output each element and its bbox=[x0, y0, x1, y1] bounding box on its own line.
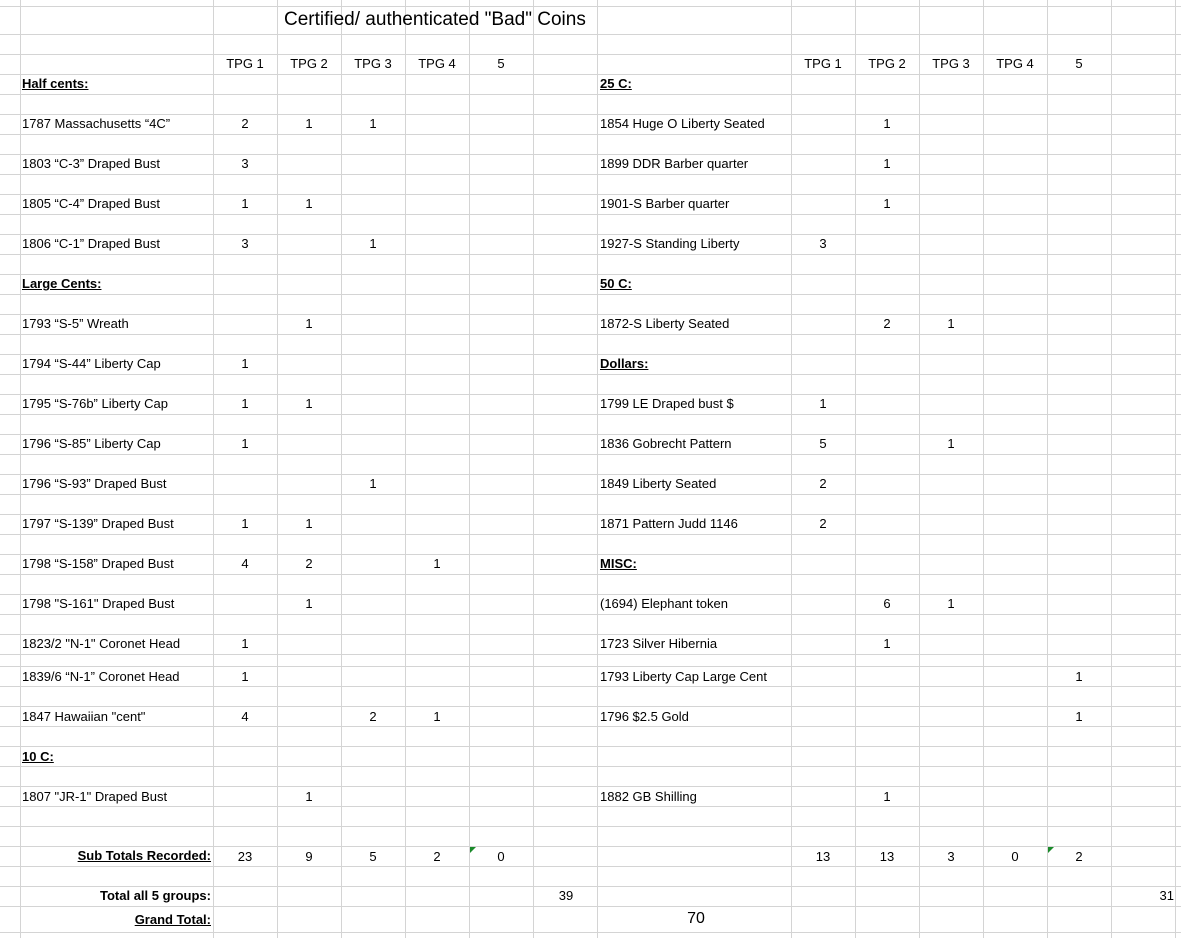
row-gridline bbox=[0, 906, 1181, 907]
coin-label[interactable]: 1793 Liberty Cap Large Cent bbox=[600, 669, 767, 684]
row-gridline bbox=[0, 574, 1181, 575]
grand-total-value[interactable]: 70 bbox=[687, 910, 705, 927]
count-cell[interactable]: 1 bbox=[241, 669, 249, 684]
count-cell[interactable]: 4 bbox=[241, 556, 249, 571]
coin-label[interactable]: 1796 “S-93” Draped Bust bbox=[22, 476, 167, 491]
count-cell[interactable]: 1 bbox=[305, 196, 313, 211]
count-cell[interactable]: 5 bbox=[819, 436, 827, 451]
coin-label[interactable]: 1806 “C-1” Draped Bust bbox=[22, 236, 161, 251]
subtotal-cell[interactable]: 3 bbox=[947, 849, 955, 864]
section-header[interactable]: Dollars: bbox=[600, 356, 649, 371]
count-cell[interactable]: 3 bbox=[241, 156, 249, 171]
count-cell[interactable]: 2 bbox=[369, 709, 377, 724]
coin-label[interactable]: 1871 Pattern Judd 1146 bbox=[600, 516, 738, 531]
row-gridline bbox=[0, 394, 1181, 395]
count-cell[interactable]: 1 bbox=[241, 396, 249, 411]
count-cell[interactable]: 1 bbox=[241, 636, 249, 651]
row-gridline bbox=[0, 174, 1181, 175]
count-cell[interactable]: 1 bbox=[947, 436, 955, 451]
subtotal-cell[interactable]: 23 bbox=[237, 849, 253, 864]
coin-label[interactable]: 1805 “C-4” Draped Bust bbox=[22, 196, 161, 211]
subtotal-cell[interactable]: 9 bbox=[305, 849, 313, 864]
row-gridline bbox=[0, 786, 1181, 787]
row-gridline bbox=[0, 726, 1181, 727]
count-cell[interactable]: 2 bbox=[241, 116, 249, 131]
column-gridline bbox=[20, 0, 21, 938]
left-group-total[interactable]: 39 bbox=[558, 888, 574, 903]
column-header[interactable]: 5 bbox=[1075, 56, 1083, 71]
count-cell[interactable]: 2 bbox=[883, 316, 891, 331]
count-cell[interactable]: 1 bbox=[947, 596, 955, 611]
column-gridline bbox=[213, 0, 214, 938]
row-gridline bbox=[0, 686, 1181, 687]
row-gridline bbox=[0, 746, 1181, 747]
column-header[interactable]: 5 bbox=[497, 56, 505, 71]
column-gridline bbox=[405, 0, 406, 938]
coin-label[interactable]: 1795 “S-76b” Liberty Cap bbox=[22, 396, 168, 411]
row-gridline bbox=[0, 766, 1181, 767]
count-cell[interactable]: 1 bbox=[819, 396, 827, 411]
coin-label[interactable]: 1854 Huge O Liberty Seated bbox=[600, 116, 765, 131]
row-gridline bbox=[0, 154, 1181, 155]
row-gridline bbox=[0, 594, 1181, 595]
coin-label[interactable]: 1899 DDR Barber quarter bbox=[600, 156, 749, 171]
sheet-title[interactable]: Certified/ authenticated "Bad" Coins bbox=[284, 9, 586, 30]
row-gridline bbox=[0, 34, 1181, 35]
total-all-groups-label[interactable]: Total all 5 groups: bbox=[100, 888, 211, 903]
row-gridline bbox=[0, 654, 1181, 655]
count-cell[interactable]: 1 bbox=[947, 316, 955, 331]
row-gridline bbox=[0, 666, 1181, 667]
row-gridline bbox=[0, 414, 1181, 415]
subtotal-cell[interactable]: 0 bbox=[1011, 849, 1019, 864]
row-gridline bbox=[0, 454, 1181, 455]
count-cell[interactable]: 1 bbox=[241, 196, 249, 211]
coin-label[interactable]: 1723 Silver Hibernia bbox=[600, 636, 718, 651]
column-gridline bbox=[919, 0, 920, 938]
coin-label[interactable]: 1839/6 “N-1” Coronet Head bbox=[22, 669, 180, 684]
row-gridline bbox=[0, 314, 1181, 315]
count-cell[interactable]: 1 bbox=[883, 636, 891, 651]
column-gridline bbox=[597, 0, 598, 938]
section-header[interactable]: Large Cents: bbox=[22, 276, 102, 291]
column-header[interactable]: TPG 1 bbox=[226, 56, 264, 71]
coin-label[interactable]: 1796 $2.5 Gold bbox=[600, 709, 689, 724]
count-cell[interactable]: 2 bbox=[819, 516, 827, 531]
coin-label[interactable]: 1799 LE Draped bust $ bbox=[600, 396, 734, 411]
grand-total-label[interactable]: Grand Total: bbox=[134, 912, 211, 927]
coin-label[interactable]: 1836 Gobrecht Pattern bbox=[600, 436, 732, 451]
row-gridline bbox=[0, 254, 1181, 255]
count-cell[interactable]: 1 bbox=[305, 396, 313, 411]
column-header[interactable]: TPG 3 bbox=[354, 56, 392, 71]
row-gridline bbox=[0, 274, 1181, 275]
row-gridline bbox=[0, 494, 1181, 495]
count-cell[interactable]: 3 bbox=[819, 236, 827, 251]
column-gridline bbox=[1111, 0, 1112, 938]
row-gridline bbox=[0, 354, 1181, 355]
column-header[interactable]: TPG 4 bbox=[418, 56, 456, 71]
row-gridline bbox=[0, 54, 1181, 55]
row-gridline bbox=[0, 294, 1181, 295]
section-header[interactable]: 25 C: bbox=[600, 76, 632, 91]
column-header[interactable]: TPG 2 bbox=[868, 56, 906, 71]
column-header[interactable]: TPG 3 bbox=[932, 56, 970, 71]
column-header[interactable]: TPG 1 bbox=[804, 56, 842, 71]
column-gridline bbox=[1047, 0, 1048, 938]
row-gridline bbox=[0, 334, 1181, 335]
count-cell[interactable]: 1 bbox=[369, 236, 377, 251]
coin-label[interactable]: 1793 “S-5” Wreath bbox=[22, 316, 129, 331]
subtotal-cell[interactable]: 2 bbox=[1075, 849, 1083, 864]
row-gridline bbox=[0, 846, 1181, 847]
subtotal-cell[interactable]: 2 bbox=[433, 849, 441, 864]
count-cell[interactable]: 1 bbox=[241, 516, 249, 531]
count-cell[interactable]: 1 bbox=[883, 156, 891, 171]
section-header[interactable]: 50 C: bbox=[600, 276, 632, 291]
column-gridline bbox=[983, 0, 984, 938]
row-gridline bbox=[0, 234, 1181, 235]
coin-label[interactable]: 1798 “S-158” Draped Bust bbox=[22, 556, 174, 571]
count-cell[interactable]: 1 bbox=[433, 556, 441, 571]
coin-label[interactable]: 1803 “C-3” Draped Bust bbox=[22, 156, 161, 171]
count-cell[interactable]: 1 bbox=[305, 116, 313, 131]
row-gridline bbox=[0, 706, 1181, 707]
row-gridline bbox=[0, 374, 1181, 375]
count-cell[interactable]: 1 bbox=[883, 196, 891, 211]
row-gridline bbox=[0, 194, 1181, 195]
column-header[interactable]: TPG 2 bbox=[290, 56, 328, 71]
coin-label[interactable]: 1796 “S-85” Liberty Cap bbox=[22, 436, 161, 451]
count-cell[interactable]: 1 bbox=[883, 789, 891, 804]
count-cell[interactable]: 2 bbox=[305, 556, 313, 571]
coin-label[interactable]: 1797 “S-139” Draped Bust bbox=[22, 516, 174, 531]
column-gridline bbox=[469, 0, 470, 938]
row-gridline bbox=[0, 6, 1181, 7]
count-cell[interactable]: 4 bbox=[241, 709, 249, 724]
column-gridline bbox=[1175, 0, 1176, 938]
row-gridline bbox=[0, 434, 1181, 435]
coin-label[interactable]: 1901-S Barber quarter bbox=[600, 196, 730, 211]
coin-label[interactable]: 1872-S Liberty Seated bbox=[600, 316, 730, 331]
coin-label[interactable]: 1794 “S-44” Liberty Cap bbox=[22, 356, 161, 371]
count-cell[interactable]: 1 bbox=[1075, 709, 1083, 724]
error-indicator-icon bbox=[1048, 847, 1054, 853]
subtotal-cell[interactable]: 13 bbox=[815, 849, 831, 864]
subtotal-cell[interactable]: 13 bbox=[879, 849, 895, 864]
coin-label[interactable]: 1807 "JR-1" Draped Bust bbox=[22, 789, 168, 804]
count-cell[interactable]: 1 bbox=[883, 116, 891, 131]
coin-label[interactable]: 1787 Massachusetts “4C” bbox=[22, 116, 171, 131]
coin-label[interactable]: (1694) Elephant token bbox=[600, 596, 728, 611]
row-gridline bbox=[0, 74, 1181, 75]
row-gridline bbox=[0, 866, 1181, 867]
column-gridline bbox=[791, 0, 792, 938]
subtotal-cell[interactable]: 5 bbox=[369, 849, 377, 864]
row-gridline bbox=[0, 534, 1181, 535]
error-indicator-icon bbox=[470, 847, 476, 853]
row-gridline bbox=[0, 554, 1181, 555]
coin-label[interactable]: 1849 Liberty Seated bbox=[600, 476, 717, 491]
row-gridline bbox=[0, 94, 1181, 95]
section-header[interactable]: MISC: bbox=[600, 556, 637, 571]
count-cell[interactable]: 1 bbox=[305, 789, 313, 804]
column-gridline bbox=[533, 0, 534, 938]
count-cell[interactable]: 1 bbox=[305, 316, 313, 331]
count-cell[interactable]: 6 bbox=[883, 596, 891, 611]
row-gridline bbox=[0, 114, 1181, 115]
column-gridline bbox=[341, 0, 342, 938]
count-cell[interactable]: 3 bbox=[241, 236, 249, 251]
row-gridline bbox=[0, 806, 1181, 807]
sub-totals-label[interactable]: Sub Totals Recorded: bbox=[77, 848, 211, 863]
count-cell[interactable]: 2 bbox=[819, 476, 827, 491]
count-cell[interactable]: 1 bbox=[369, 116, 377, 131]
coin-label[interactable]: 1823/2 "N-1" Coronet Head bbox=[22, 636, 181, 651]
column-header[interactable]: TPG 4 bbox=[996, 56, 1034, 71]
section-header[interactable]: Half cents: bbox=[22, 76, 89, 91]
right-group-total[interactable]: 31 bbox=[1159, 888, 1174, 903]
count-cell[interactable]: 1 bbox=[433, 709, 441, 724]
subtotal-cell[interactable]: 0 bbox=[497, 849, 505, 864]
count-cell[interactable]: 1 bbox=[241, 356, 249, 371]
row-gridline bbox=[0, 634, 1181, 635]
row-gridline bbox=[0, 214, 1181, 215]
row-gridline bbox=[0, 134, 1181, 135]
row-gridline bbox=[0, 826, 1181, 827]
count-cell[interactable]: 1 bbox=[1075, 669, 1083, 684]
row-gridline bbox=[0, 614, 1181, 615]
row-gridline bbox=[0, 932, 1181, 933]
coin-label[interactable]: 1927-S Standing Liberty bbox=[600, 236, 740, 251]
coin-label[interactable]: 1798 "S-161" Draped Bust bbox=[22, 596, 175, 611]
count-cell[interactable]: 1 bbox=[369, 476, 377, 491]
count-cell[interactable]: 1 bbox=[305, 596, 313, 611]
coin-label[interactable]: 1847 Hawaiian "cent" bbox=[22, 709, 146, 724]
coin-label[interactable]: 1882 GB Shilling bbox=[600, 789, 697, 804]
count-cell[interactable]: 1 bbox=[241, 436, 249, 451]
count-cell[interactable]: 1 bbox=[305, 516, 313, 531]
section-header[interactable]: 10 C: bbox=[22, 749, 54, 764]
row-gridline bbox=[0, 514, 1181, 515]
row-gridline bbox=[0, 474, 1181, 475]
row-gridline bbox=[0, 886, 1181, 887]
